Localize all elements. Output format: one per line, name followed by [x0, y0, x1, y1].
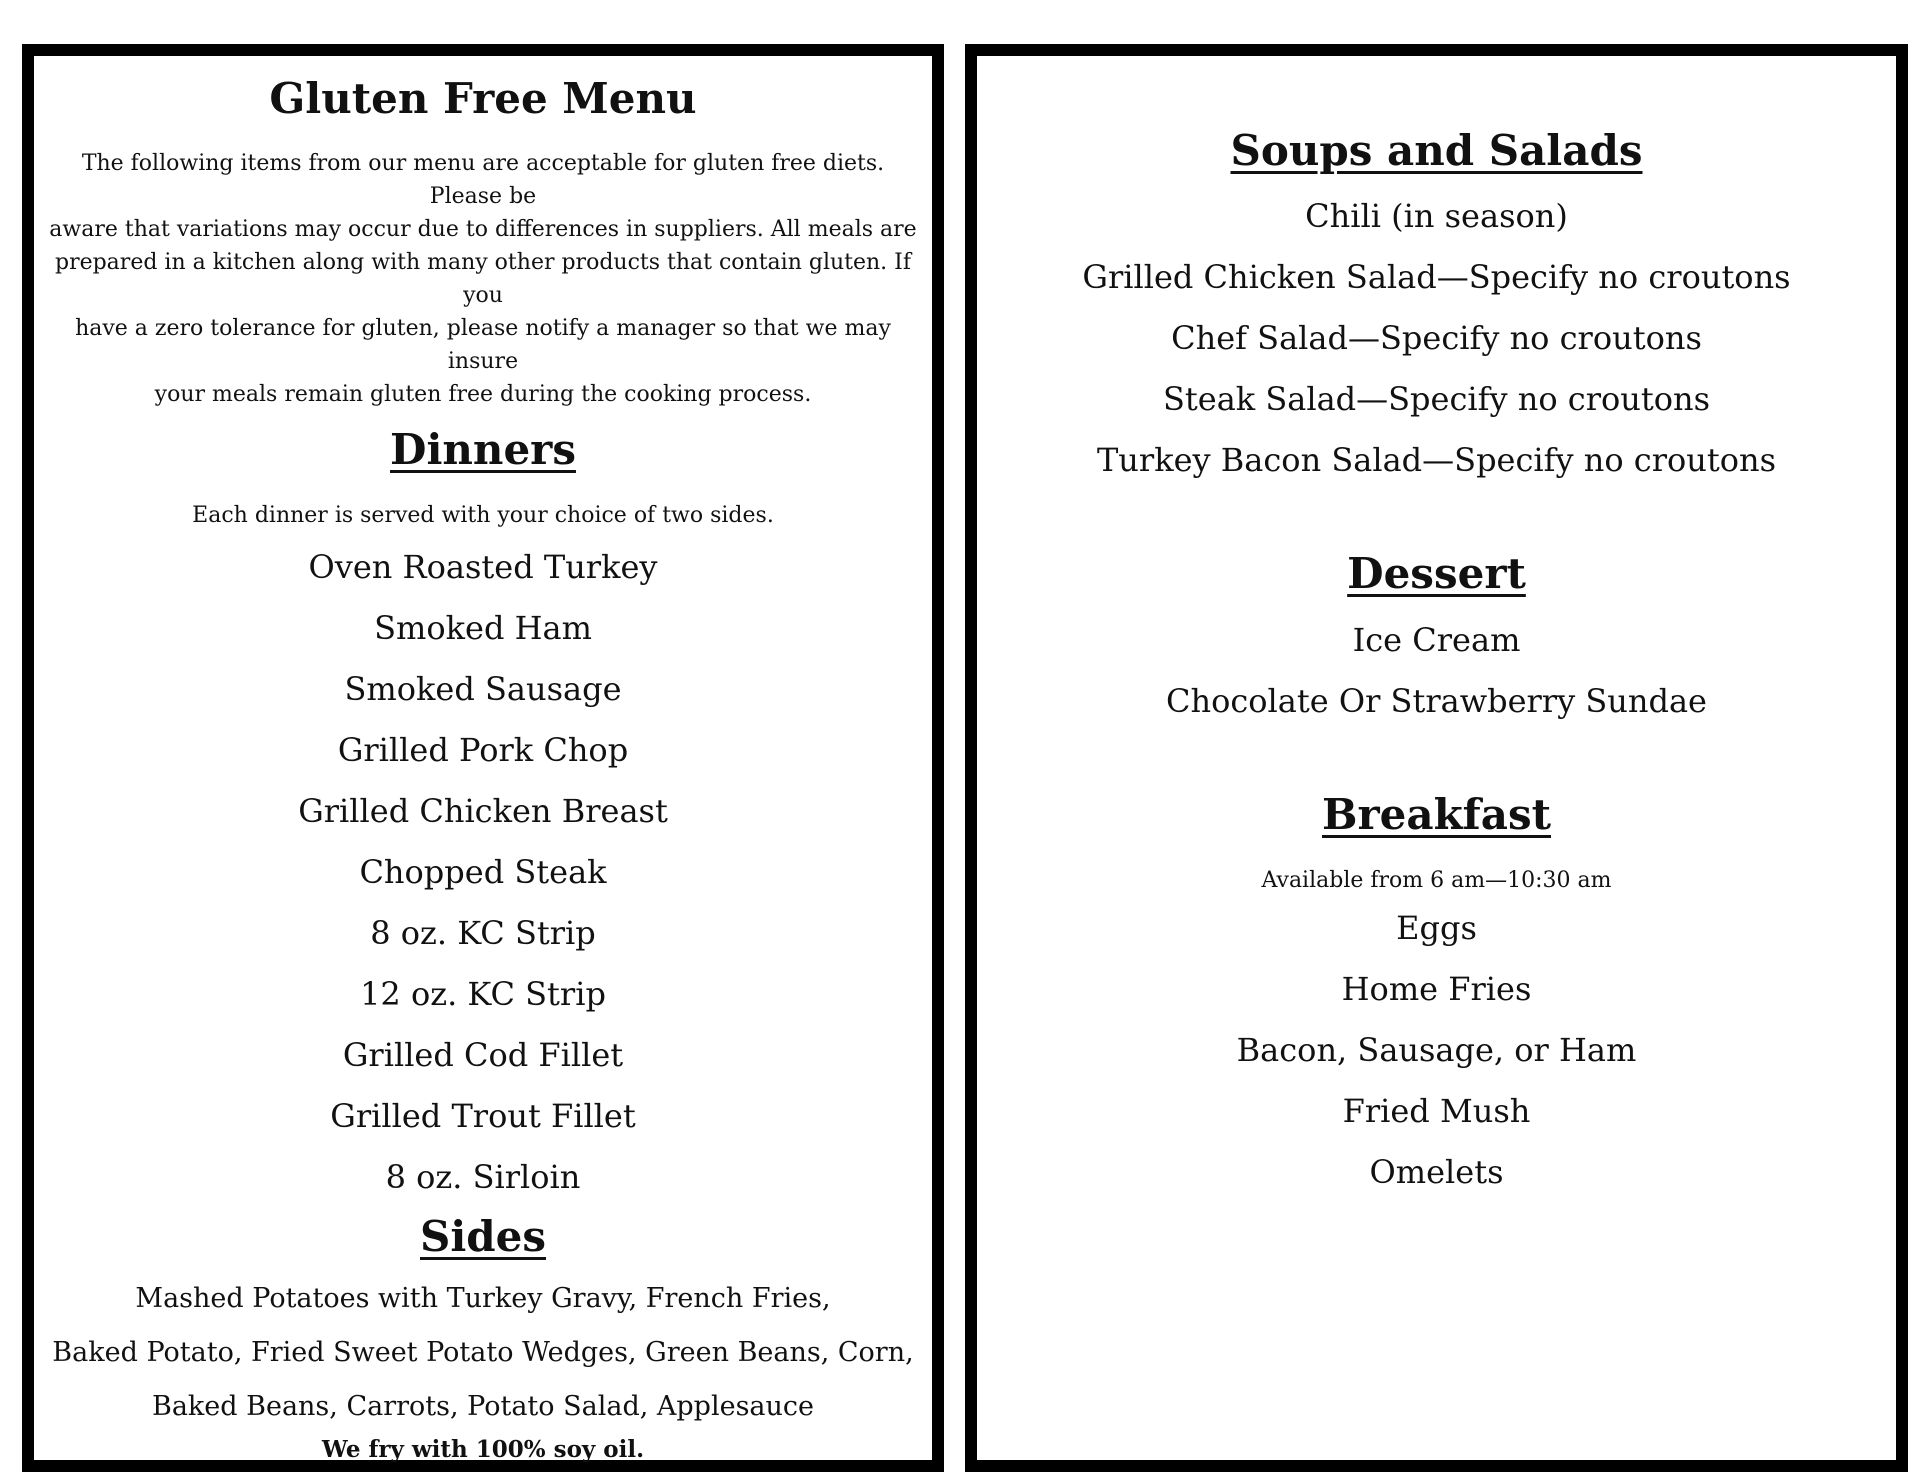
soup-salad-item: Steak Salad—Specify no croutons [1162, 380, 1711, 419]
intro-line: aware that variations may occur due to differences in suppliers. All meals are [49, 216, 917, 242]
dinners-list [34, 537, 932, 1208]
dinner-item: Grilled Chicken Breast [298, 791, 668, 830]
intro-line: prepared in a kitchen along with many other products that contain gluten. If you [54, 249, 911, 308]
dinners-heading: Dinners [390, 424, 576, 474]
dinner-item: 12 oz. KC Strip [360, 974, 606, 1013]
sides-line: Baked Beans, Carrots, Potato Salad, Applesauce [151, 1391, 815, 1423]
soup-salad-item: Chili (in season) [1305, 197, 1568, 236]
breakfast-list [977, 898, 1896, 1203]
dessert-item: Chocolate Or Strawberry Sundae [1166, 681, 1707, 720]
dinner-item: 8 oz. KC Strip [370, 913, 596, 952]
dinner-item: Smoked Ham [374, 608, 592, 647]
breakfast-hours-note: Available from 6 am—10:30 am [1261, 868, 1612, 894]
soup-salad-item: Chef Salad—Specify no croutons [1171, 319, 1702, 358]
dessert-heading: Dessert [1347, 549, 1526, 599]
soup-salad-item: Grilled Chicken Salad—Specify no croutons [1082, 258, 1791, 297]
left-menu-panel [22, 44, 944, 1472]
soups-salads-list [977, 186, 1896, 491]
dessert-list [977, 610, 1896, 732]
intro-paragraph [46, 147, 920, 411]
sides-line: Baked Potato, Fried Sweet Potato Wedges, Green Beans, Corn, [52, 1337, 914, 1369]
intro-line: have a zero tolerance for gluten, please notify a manager so that we may insure [75, 315, 891, 374]
dinner-item: Grilled Trout Fillet [330, 1096, 636, 1135]
intro-line: your meals remain gluten free during the cooking process. [154, 381, 812, 407]
breakfast-item: Eggs [1396, 909, 1477, 948]
right-menu-panel [965, 44, 1908, 1472]
breakfast-item: Omelets [1369, 1153, 1504, 1192]
breakfast-item: Fried Mush [1342, 1092, 1531, 1131]
dessert-item: Ice Cream [1352, 620, 1521, 659]
breakfast-heading: Breakfast [1322, 789, 1551, 839]
dinner-item: 8 oz. Sirloin [385, 1157, 581, 1196]
dinner-item: Grilled Pork Chop [337, 730, 629, 769]
soup-salad-item: Turkey Bacon Salad—Specify no croutons [1096, 441, 1777, 480]
dinner-item: Smoked Sausage [344, 669, 622, 708]
sides-line: Mashed Potatoes with Turkey Gravy, French Fries, [135, 1283, 831, 1315]
dinners-note: Each dinner is served with your choice of two sides. [192, 502, 774, 528]
dinner-item: Grilled Cod Fillet [342, 1035, 624, 1074]
soups-salads-heading: Soups and Salads [1230, 126, 1643, 175]
fry-oil-note: We fry with 100% soy oil. [321, 1436, 645, 1464]
intro-line: The following items from our menu are acceptable for gluten free diets. Please be [81, 150, 885, 209]
breakfast-item: Home Fries [1341, 970, 1532, 1009]
dinner-item: Oven Roasted Turkey [308, 547, 658, 586]
sides-heading: Sides [419, 1211, 547, 1261]
menu-title: Gluten Free Menu [269, 74, 697, 123]
dinner-item: Chopped Steak [359, 852, 607, 891]
breakfast-item: Bacon, Sausage, or Ham [1236, 1031, 1637, 1070]
sides-list [34, 1272, 932, 1434]
